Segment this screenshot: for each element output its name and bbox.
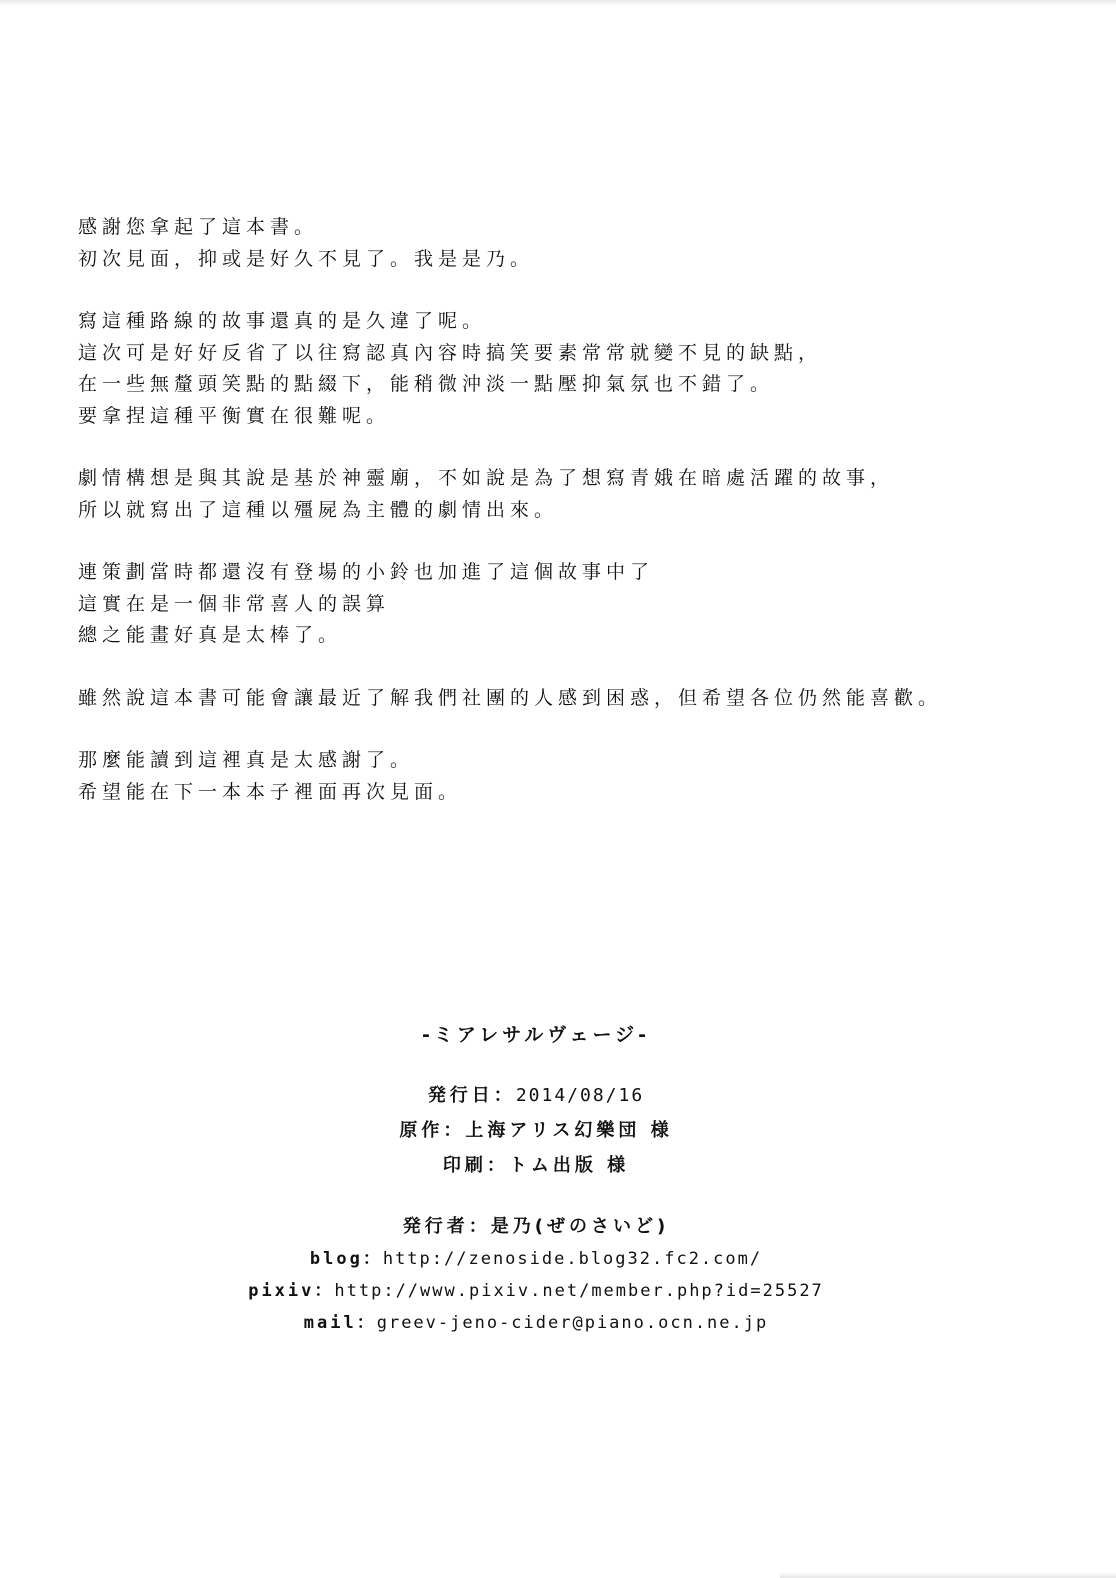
text-line: 總之能畫好真是太棒了。 [78, 624, 343, 646]
mail-line [0, 1308, 1072, 1333]
book-title: -ミアレサルヴェージ- [422, 1024, 650, 1046]
text-line: 這次可是好好反省了以往寫認真內容時搞笑要素常常就變不見的缺點， [78, 341, 823, 364]
text-line: 希望能在下一本本子裡面再次見面。 [78, 780, 463, 803]
publisher-line [0, 1212, 1072, 1238]
pixiv-url: http://www.pixiv.net/member.php?id=25527 [334, 1281, 824, 1301]
blog-line [0, 1244, 1072, 1269]
afterword-text [78, 212, 1088, 839]
mail-address: greev-jeno-cider@piano.ocn.ne.jp [376, 1313, 769, 1333]
paragraph-kosuzu [78, 557, 1088, 652]
pixiv-label: pixiv： [248, 1281, 335, 1301]
original-work-line [0, 1116, 1072, 1142]
text-line: 雖然說這本書可能會讓最近了解我們社團的人感到困惑，但希望各位仍然能喜歡。 [78, 686, 943, 709]
paragraph-closing [78, 745, 1088, 808]
printer-value: トム出版 様 [508, 1155, 630, 1176]
printer-line [0, 1151, 1072, 1177]
publisher-value: 是乃(ぜのさいど) [490, 1216, 670, 1237]
issue-date-label: 発行日： [427, 1085, 516, 1106]
paragraph-readers [78, 683, 1088, 715]
blog-url: http://zenoside.blog32.fc2.com/ [382, 1249, 763, 1269]
printer-label: 印刷： [442, 1155, 509, 1176]
issue-date-line [0, 1081, 1072, 1107]
text-line: 在一些無釐頭笑點的點綴下，能稍微沖淡一點壓抑氣氛也不錯了。 [78, 373, 775, 395]
text-line: 這實在是一個非常喜人的誤算 [78, 592, 391, 615]
page-edge-bottom [780, 1572, 1116, 1578]
text-line: 寫這種路線的故事還真的是久違了呢。 [78, 310, 487, 332]
page-edge-top [0, 0, 1116, 6]
text-line: 初次見面，抑或是好久不見了。我是是乃。 [78, 247, 535, 270]
text-line: 那麼能讀到這裡真是太感謝了。 [78, 749, 415, 771]
text-line: 感謝您拿起了這本書。 [78, 216, 319, 238]
mail-label: mail： [303, 1313, 377, 1333]
paragraph-story-style [78, 306, 1088, 432]
pixiv-line [0, 1276, 1072, 1301]
paragraph-greeting [78, 212, 1088, 275]
publisher-label: 発行者： [402, 1216, 491, 1237]
original-work-label: 原作： [399, 1120, 466, 1141]
text-line: 要拿捏這種平衡實在很難呢。 [78, 404, 391, 427]
blog-label: blog： [309, 1249, 383, 1269]
text-line: 所以就寫出了這種以殭屍為主體的劇情出來。 [78, 498, 559, 521]
text-line: 連策劃當時都還沒有登場的小鈴也加進了這個故事中了 [78, 561, 655, 583]
text-line: 劇情構想是與其說是基於神靈廟，不如說是為了想寫青娥在暗處活躍的故事， [78, 467, 895, 489]
original-work-value: 上海アリス幻樂団 様 [465, 1120, 673, 1141]
issue-date-value: 2014/08/16 [515, 1085, 645, 1106]
paragraph-plot-concept [78, 463, 1088, 526]
